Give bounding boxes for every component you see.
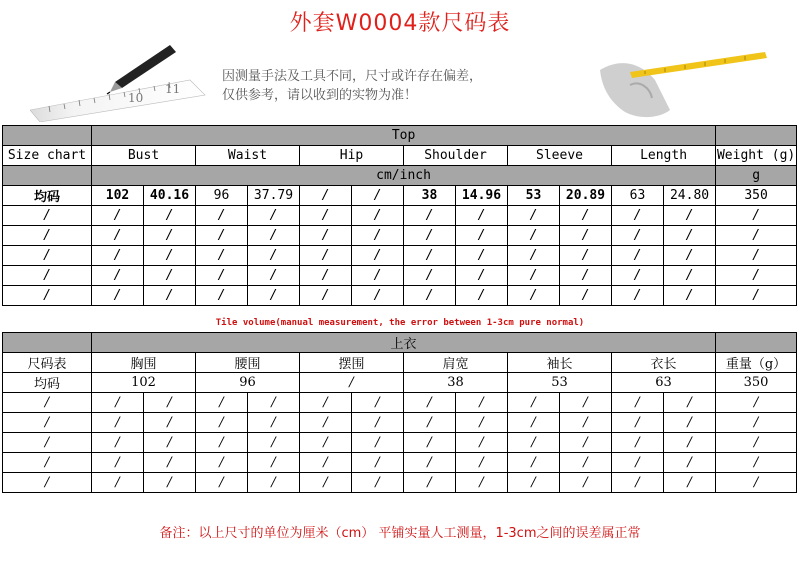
weight-cell: / [716,413,797,433]
column-header: 摆围 [300,353,404,373]
value-cell: / [144,453,196,473]
value-cell: / [248,413,300,433]
column-header: Hip [300,146,404,166]
value-cell: / [144,286,196,306]
disclaimer-line-1: 因测量手法及工具不同，尺寸或许存在偏差， [222,69,483,84]
value-cell: / [612,206,664,226]
value-cell: / [612,266,664,286]
value-cell: / [300,413,352,433]
value-cell: / [404,206,456,226]
value-cell: / [456,473,508,493]
value-cell: / [144,433,196,453]
value-cell: / [144,246,196,266]
value-cell: / [612,226,664,246]
value-cell: / [92,413,144,433]
value-cell: / [92,433,144,453]
value-cell: / [300,473,352,493]
weight-corner [716,333,797,353]
size-label: / [3,266,92,286]
value-cell: / [248,453,300,473]
value-cell: 24.80 [664,186,716,206]
value-cell: / [508,473,560,493]
size-chart-header: Size chart [3,146,92,166]
value-cell: / [248,226,300,246]
value-cell: 102 [92,186,144,206]
weight-cell: / [716,453,797,473]
value-cell: / [612,246,664,266]
unit-corner [3,166,92,186]
table-row [3,266,797,286]
size-table-english [2,125,797,306]
value-cell: / [404,266,456,286]
value-cell: / [196,453,248,473]
value-cell: / [352,286,404,306]
value-cell: / [560,266,612,286]
value-cell: / [92,393,144,413]
value-cell: / [560,286,612,306]
table-row [3,373,797,393]
value-cell: / [456,266,508,286]
value-cell: 53 [508,186,560,206]
value-cell: / [196,246,248,266]
value-cell: / [664,206,716,226]
value-cell: / [560,246,612,266]
size-label: / [3,413,92,433]
value-cell: / [508,393,560,413]
column-header: 腰围 [196,353,300,373]
value-cell: / [612,413,664,433]
table-corner [3,126,92,146]
value-cell: / [664,266,716,286]
value-cell: / [560,453,612,473]
value-cell: / [144,473,196,493]
page-title: 外套W0004款尺码表 [289,11,511,36]
value-cell: / [456,453,508,473]
value-cell: / [92,206,144,226]
column-header: Waist [196,146,300,166]
value-cell: / [248,393,300,413]
value-cell: / [404,246,456,266]
weight-cell: 350 [716,186,797,206]
value-cell: / [560,393,612,413]
value-cell: / [404,413,456,433]
weight-unit: g [716,166,797,186]
column-header: Bust [92,146,196,166]
value-cell: / [300,373,404,393]
weight-cell: / [716,246,797,266]
value-cell: / [144,226,196,246]
weight-cell: / [716,433,797,453]
value-cell: 96 [196,373,300,393]
size-label: / [3,226,92,246]
value-cell: / [612,473,664,493]
table-row [3,246,797,266]
value-cell: / [508,286,560,306]
value-cell: / [456,413,508,433]
value-cell: / [612,453,664,473]
weight-cell: 350 [716,373,797,393]
weight-cell: / [716,206,797,226]
value-cell: 14.96 [456,186,508,206]
value-cell: / [300,266,352,286]
value-cell: 40.16 [144,186,196,206]
value-cell: / [352,186,404,206]
weight-header: 重量（g） [716,353,797,373]
value-cell: / [404,286,456,306]
table-row [3,433,797,453]
value-cell: / [404,226,456,246]
value-cell: / [144,413,196,433]
value-cell: / [300,433,352,453]
chinese-note: 备注：以上尺寸的单位为厘米（cm） 平铺实量人工测量，1-3cm之间的误差属正常 [159,526,641,541]
column-header: Sleeve [508,146,612,166]
column-header: Length [612,146,716,166]
value-cell: / [144,206,196,226]
value-cell: / [508,413,560,433]
size-label: / [3,433,92,453]
table-row [3,286,797,306]
value-cell: / [196,393,248,413]
value-cell: 37.79 [248,186,300,206]
value-cell: / [612,286,664,306]
value-cell: / [404,453,456,473]
column-header: 肩宽 [404,353,508,373]
value-cell: / [664,473,716,493]
value-cell: / [560,206,612,226]
value-cell: 53 [508,373,612,393]
value-cell: / [196,433,248,453]
unit-header: cm/inch [92,166,716,186]
ruler-number-11: 11 [165,82,181,96]
section-header: Top [92,126,716,146]
value-cell: / [664,393,716,413]
value-cell: / [196,473,248,493]
value-cell: 102 [92,373,196,393]
value-cell: / [352,453,404,473]
table-row [3,453,797,473]
value-cell: 63 [612,186,664,206]
value-cell: / [92,246,144,266]
value-cell: / [456,393,508,413]
size-label: / [3,246,92,266]
value-cell: / [248,286,300,306]
value-cell: / [144,393,196,413]
size-table-chinese [2,332,797,493]
value-cell: / [352,246,404,266]
value-cell: / [196,413,248,433]
value-cell: / [352,206,404,226]
value-cell: / [664,453,716,473]
value-cell: / [664,246,716,266]
value-cell: / [508,453,560,473]
value-cell: / [352,433,404,453]
value-cell: 38 [404,186,456,206]
table-row [3,206,797,226]
value-cell: / [612,393,664,413]
value-cell: / [196,266,248,286]
value-cell: / [352,473,404,493]
value-cell: / [456,246,508,266]
value-cell: / [352,413,404,433]
value-cell: 63 [612,373,716,393]
value-cell: / [664,226,716,246]
value-cell: / [456,433,508,453]
value-cell: / [560,473,612,493]
english-note: Tile volume(manual measurement, the error between 1-3cm pure normal) [215,318,585,328]
disclaimer-line-2: 仅供参考，请以收到的实物为准！ [222,88,418,103]
value-cell: 20.89 [560,186,612,206]
table-row [3,393,797,413]
weight-cell: / [716,266,797,286]
table-row [3,413,797,433]
empty-rows [3,393,797,493]
size-chart-header: 尺码表 [3,353,92,373]
size-label: 均码 [3,186,92,206]
value-cell: / [352,226,404,246]
value-cell: / [352,266,404,286]
table-row [3,186,797,206]
size-label: / [3,473,92,493]
value-cell: / [612,433,664,453]
table-row [3,226,797,246]
size-label: / [3,393,92,413]
value-cell: / [352,393,404,413]
weight-corner [716,126,797,146]
column-header: Shoulder [404,146,508,166]
value-cell: / [456,286,508,306]
value-cell: / [456,206,508,226]
weight-cell: / [716,473,797,493]
measurement-disclaimer [222,67,482,105]
value-cell: / [560,433,612,453]
value-cell: / [508,226,560,246]
value-cell: / [248,473,300,493]
column-header: 衣长 [612,353,716,373]
value-cell: / [404,393,456,413]
value-cell: / [664,413,716,433]
value-cell: / [404,473,456,493]
table-corner [3,333,92,353]
value-cell: / [300,393,352,413]
value-cell: / [248,433,300,453]
weight-cell: / [716,286,797,306]
value-cell: / [508,246,560,266]
value-cell: / [456,226,508,246]
value-cell: / [560,413,612,433]
value-cell: / [92,266,144,286]
table-row [3,473,797,493]
value-cell: / [664,286,716,306]
value-cell: / [248,266,300,286]
value-cell: / [92,453,144,473]
column-header: 袖长 [508,353,612,373]
size-label: / [3,286,92,306]
value-cell: / [300,286,352,306]
value-cell: / [300,246,352,266]
weight-header: Weight (g) [716,146,797,166]
section-header: 上衣 [92,333,716,353]
value-cell: / [508,433,560,453]
size-label: / [3,206,92,226]
value-cell: 38 [404,373,508,393]
value-cell: / [248,246,300,266]
value-cell: / [300,186,352,206]
value-cell: / [92,226,144,246]
value-cell: / [560,226,612,246]
value-cell: / [144,266,196,286]
value-cell: / [300,206,352,226]
column-header: 胸围 [92,353,196,373]
ruler-number-10: 10 [128,91,144,105]
weight-cell: / [716,226,797,246]
weight-cell: / [716,393,797,413]
value-cell: / [196,226,248,246]
value-cell: / [508,266,560,286]
value-cell: / [300,226,352,246]
value-cell: / [300,453,352,473]
size-label: 均码 [3,373,92,393]
value-cell: / [508,206,560,226]
value-cell: 96 [196,186,248,206]
value-cell: / [664,433,716,453]
value-cell: / [248,206,300,226]
value-cell: / [196,206,248,226]
value-cell: / [92,286,144,306]
value-cell: / [196,286,248,306]
empty-rows [3,206,797,306]
value-cell: / [404,433,456,453]
value-cell: / [92,473,144,493]
size-label: / [3,453,92,473]
